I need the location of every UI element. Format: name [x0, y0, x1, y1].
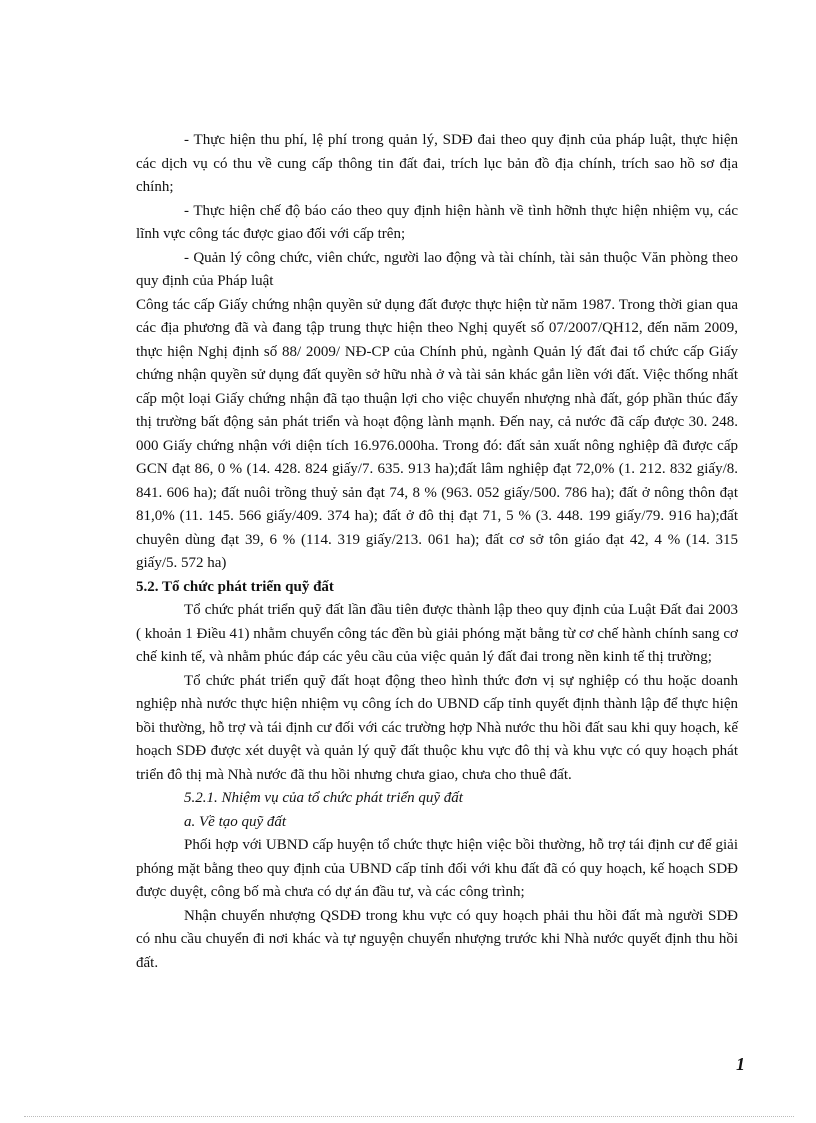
section-heading: 5.2. Tổ chức phát triển quỹ đất — [136, 578, 334, 595]
paragraph-fee-collection: - Thực hiện thu phí, lệ phí trong quản lý, SDĐ đai theo quy định của pháp luật, thực hiện các dịch vụ có thu về cung cấp thông tin đất đai, trích lục bản đồ địa chính, trích sao hồ sơ địa chính; — [136, 132, 738, 195]
subsection-heading: 5.2.1. Nhiệm vụ của tổ chức phát triển quỹ đất — [184, 790, 463, 806]
page-body — [136, 129, 738, 975]
paragraph-land-fund-origin: Tổ chức phát triển quỹ đất lần đầu tiên được thành lập theo quy định của Luật Đất đai 2003 ( khoản 1 Điều 41) nhằm chuyển công tác đền bù giải phóng mặt bằng từ cơ chế hành chính sang cơ chế kinh tế, và nhằm phúc đáp các yêu cầu của việc quản lý đất đai trong nền kinh tế thị trường; — [136, 602, 738, 665]
item-heading: a. Về tạo quỹ đất — [184, 813, 287, 830]
paragraph-transfer: Nhận chuyển nhượng QSDĐ trong khu vực có quy hoạch phải thu hồi đất mà người SDĐ có nhu cầu chuyển đi nơi khác và tự nguyện chuyển nhượng trước khi Nhà nước quyết định thu hồi đất. — [136, 907, 738, 971]
page-number: 1 — [736, 1054, 745, 1074]
paragraph-reporting: - Thực hiện chế độ báo cáo theo quy định hiện hành về tình hỡnh thực hiện nhiệm vụ, các lĩnh vực công tác được giao đối với cấp trên; — [136, 202, 738, 242]
paragraph-staff-management: - Quản lý công chức, viên chức, người lao động và tài chính, tài sản thuộc Văn phòng theo quy định của Pháp luật — [136, 249, 738, 289]
page-bottom-divider — [24, 1116, 794, 1117]
paragraph-land-fund-operation: Tổ chức phát triển quỹ đất hoạt động theo hình thức đơn vị sự nghiệp có thu hoặc doanh nghiệp nhà nước thực hiện nhiệm vụ công ích do UBND cấp tỉnh quyết định thành lập để thực hiện bồi thường, hỗ trợ và tái định cư đối với các trường hợp Nhà nước thu hồi đất sau khi quy hoạch, kế hoạch SDĐ được xét duyệt và quản lý quỹ đất thuộc khu vực đô thị và khu vực có quy hoạch phát triển đô thị mà Nhà nước đã thu hồi nhưng chưa giao, chưa cho thuê đất. — [136, 672, 738, 783]
paragraph-compensation: Phối hợp với UBND cấp huyện tổ chức thực hiện việc bồi thường, hỗ trợ tái định cư để giải phóng mặt bằng theo quy định của UBND cấp tỉnh đối với khu đất đã có quy hoạch, kế hoạch SDĐ được duyệt, công bố mà chưa có dự án đầu tư, và các công trình; — [136, 837, 738, 900]
paragraph-certificate-issuance: Công tác cấp Giấy chứng nhận quyền sử dụng đất được thực hiện từ năm 1987. Trong thời gian qua các địa phương đã và đang tập trung thực hiện theo Nghị quyết số 07/2007/QH12, đến năm 2009, thực hiện Nghị định số 88/ 2009/ NĐ-CP của Chính phủ, ngành Quản lý đất đai tổ chức cấp Giấy chứng nhận quyền sử dụng đất quyền sở hữu nhà ở và tài sản khác gắn liền với đất. Việc thống nhất cấp một loại Giấy chứng nhận đã tạo thuận lợi cho việc chuyển nhượng nhà đất, góp phần thúc đẩy thị trường bất động sản phát triển và hoạt động lành mạnh. Đến nay, cả nước đã cấp được 30. 248. 000 Giấy chứng nhận với diện tích 16.976.000ha. Trong đó: đất sản xuất nông nghiệp đã được cấp GCN đạt 86, 0 % (14. 428. 824 giấy/7. 635. 913 ha);đất lâm nghiệp đạt 72,0% (1. 212. 832 giấy/8. 841. 606 ha); đất nuôi trồng thuỷ sản đạt 74, 8 % (963. 052 giấy/500. 786 ha); đất ở nông thôn đạt 81,0% (11. 145. 566 giấy/409. 374 ha); đất ở đô thị đạt 71, 5 % (3. 448. 199 giấy/79. 916 ha);đất chuyên dùng đạt 39, 6 % (114. 319 giấy/213. 061 ha); đất cơ sở tôn giáo đạt 42, 4 % (14. 315 giấy/5. 572 ha) — [136, 296, 738, 571]
